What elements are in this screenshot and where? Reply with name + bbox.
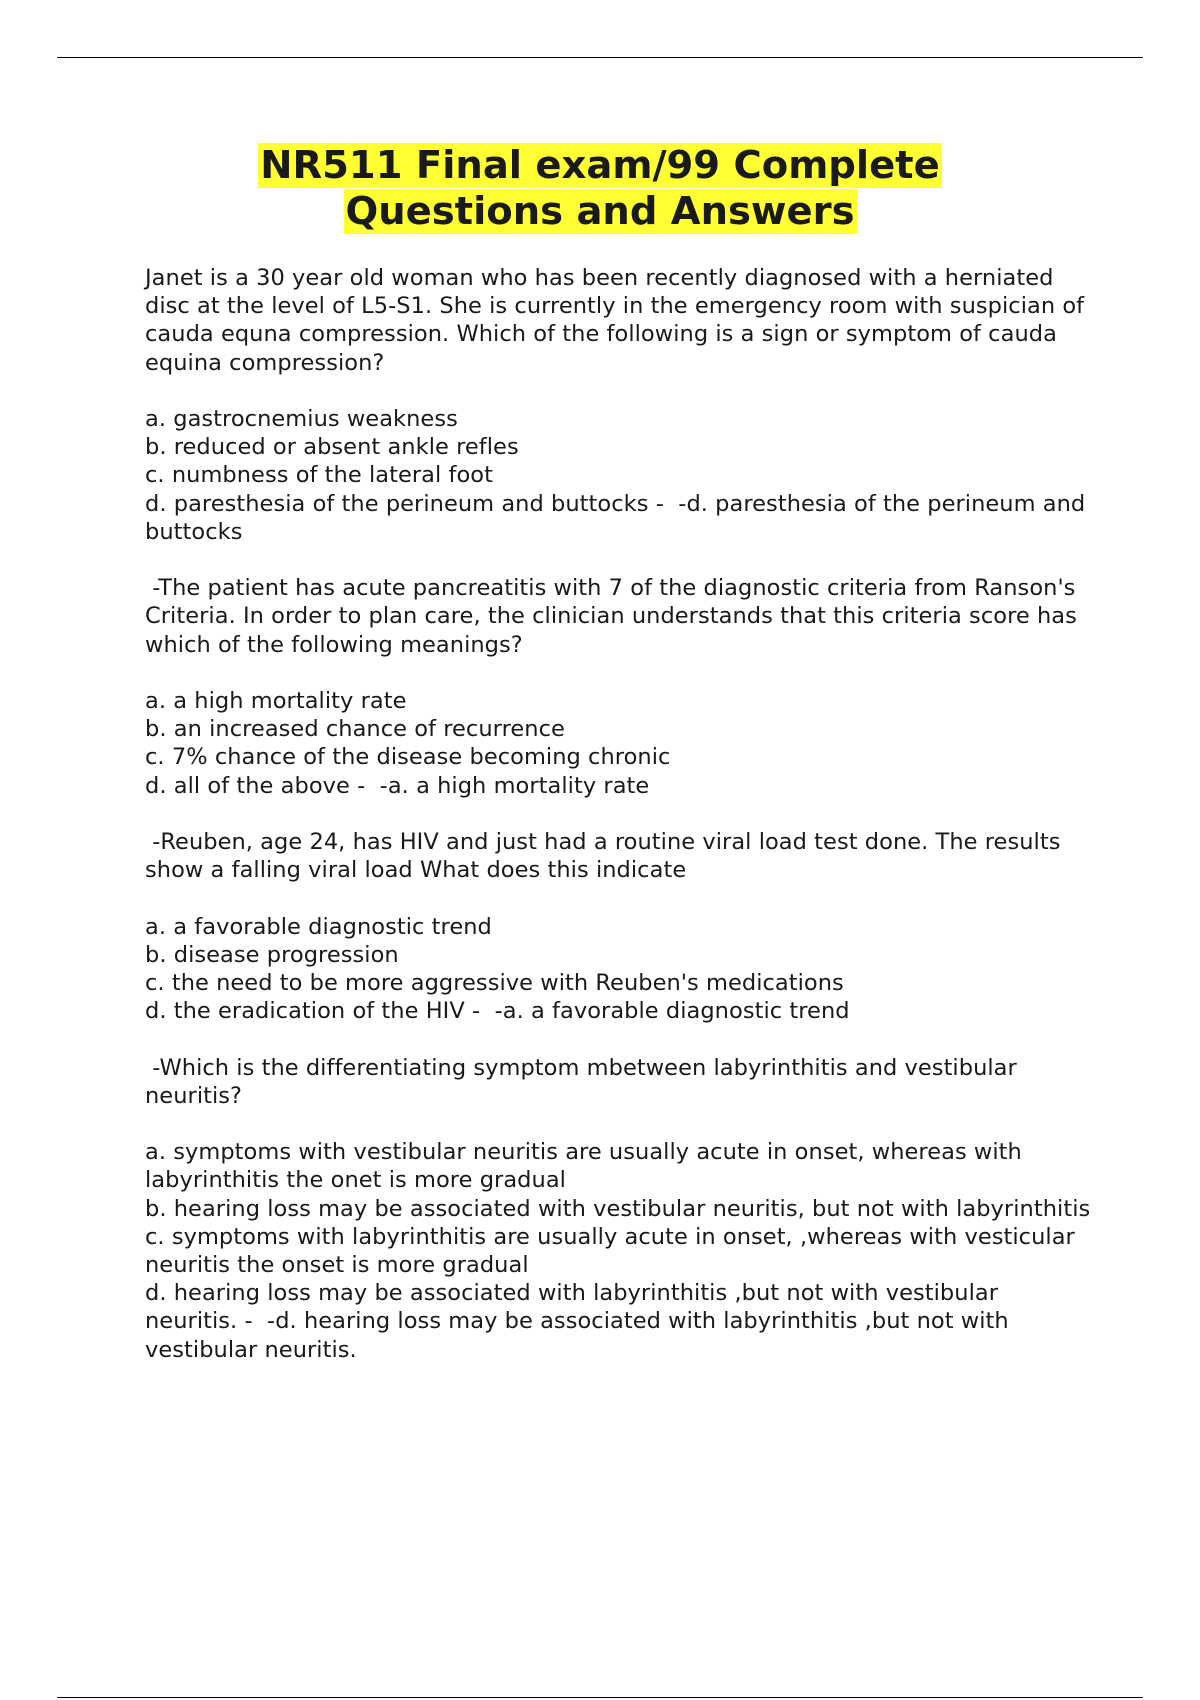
question-block <box>145 264 1095 546</box>
question-stem: -Which is the differentiating symptom mbetween labyrinthitis and vestibular neuritis? <box>145 1054 1025 1109</box>
answer-option: b. disease progression <box>145 941 399 968</box>
answer-option: c. the need to be more aggressive with Reuben's medications <box>145 970 844 996</box>
answer-option: d. the eradication of the HIV - -a. a favorable diagnostic trend <box>145 998 850 1025</box>
answer-option: d. hearing loss may be associated with labyrinthitis ,but not with vestibular neuritis. - -d. hearing loss may be associated with labyrinthitis ,but not with vestibular neuritis. <box>145 1280 1016 1363</box>
document-title <box>0 143 1200 235</box>
question-stem: -The patient has acute pancreatitis with 7 of the diagnostic criteria from Ranson's Criteria. In order to plan care, the clinician understands that this criteria score has which of the following meanings? <box>145 575 1085 658</box>
answer-option: a. a favorable diagnostic trend <box>145 913 492 940</box>
answer-option: a. a high mortality rate <box>145 688 407 714</box>
question-block <box>145 1054 1095 1364</box>
answer-option: b. reduced or absent ankle refles <box>145 434 519 461</box>
question-stem: -Reuben, age 24, has HIV and just had a routine viral load test done. The results show a falling viral load What does this indicate <box>145 829 1068 884</box>
title-line-1: NR511 Final exam/99 Complete <box>260 143 940 188</box>
answer-option: d. all of the above - -a. a high mortality rate <box>145 772 650 799</box>
answer-option: d. paresthesia of the perineum and buttocks - -d. paresthesia of the perineum and buttocks <box>145 490 1093 545</box>
answer-option: b. hearing loss may be associated with vestibular neuritis, but not with labyrinthitis <box>145 1195 1091 1222</box>
answer-option: c. 7% chance of the disease becoming chronic <box>145 744 671 771</box>
answer-option: c. symptoms with labyrinthitis are usually acute in onset, ,whereas with vesticular neuritis the onset is more gradual <box>145 1223 1083 1278</box>
question-block <box>145 574 1095 800</box>
bottom-rule <box>57 1697 1143 1698</box>
answer-option: a. symptoms with vestibular neuritis are usually acute in onset, whereas with labyrinthitis the onet is more gradual <box>145 1139 1030 1194</box>
answer-option: c. numbness of the lateral foot <box>145 462 493 489</box>
question-stem: Janet is a 30 year old woman who has been recently diagnosed with a herniated disc at the level of L5-S1. She is currently in the emergency room with suspician of cauda equna compression. Which of the following is a sign or symptom of cauda equina compression? <box>145 265 1092 376</box>
top-rule <box>57 57 1143 58</box>
answer-option: a. gastrocnemius weakness <box>145 406 458 432</box>
answer-option: b. an increased chance of recurrence <box>145 716 565 743</box>
question-block <box>145 828 1095 1025</box>
document-body <box>145 264 1095 1364</box>
title-line-2: Questions and Answers <box>345 189 855 234</box>
